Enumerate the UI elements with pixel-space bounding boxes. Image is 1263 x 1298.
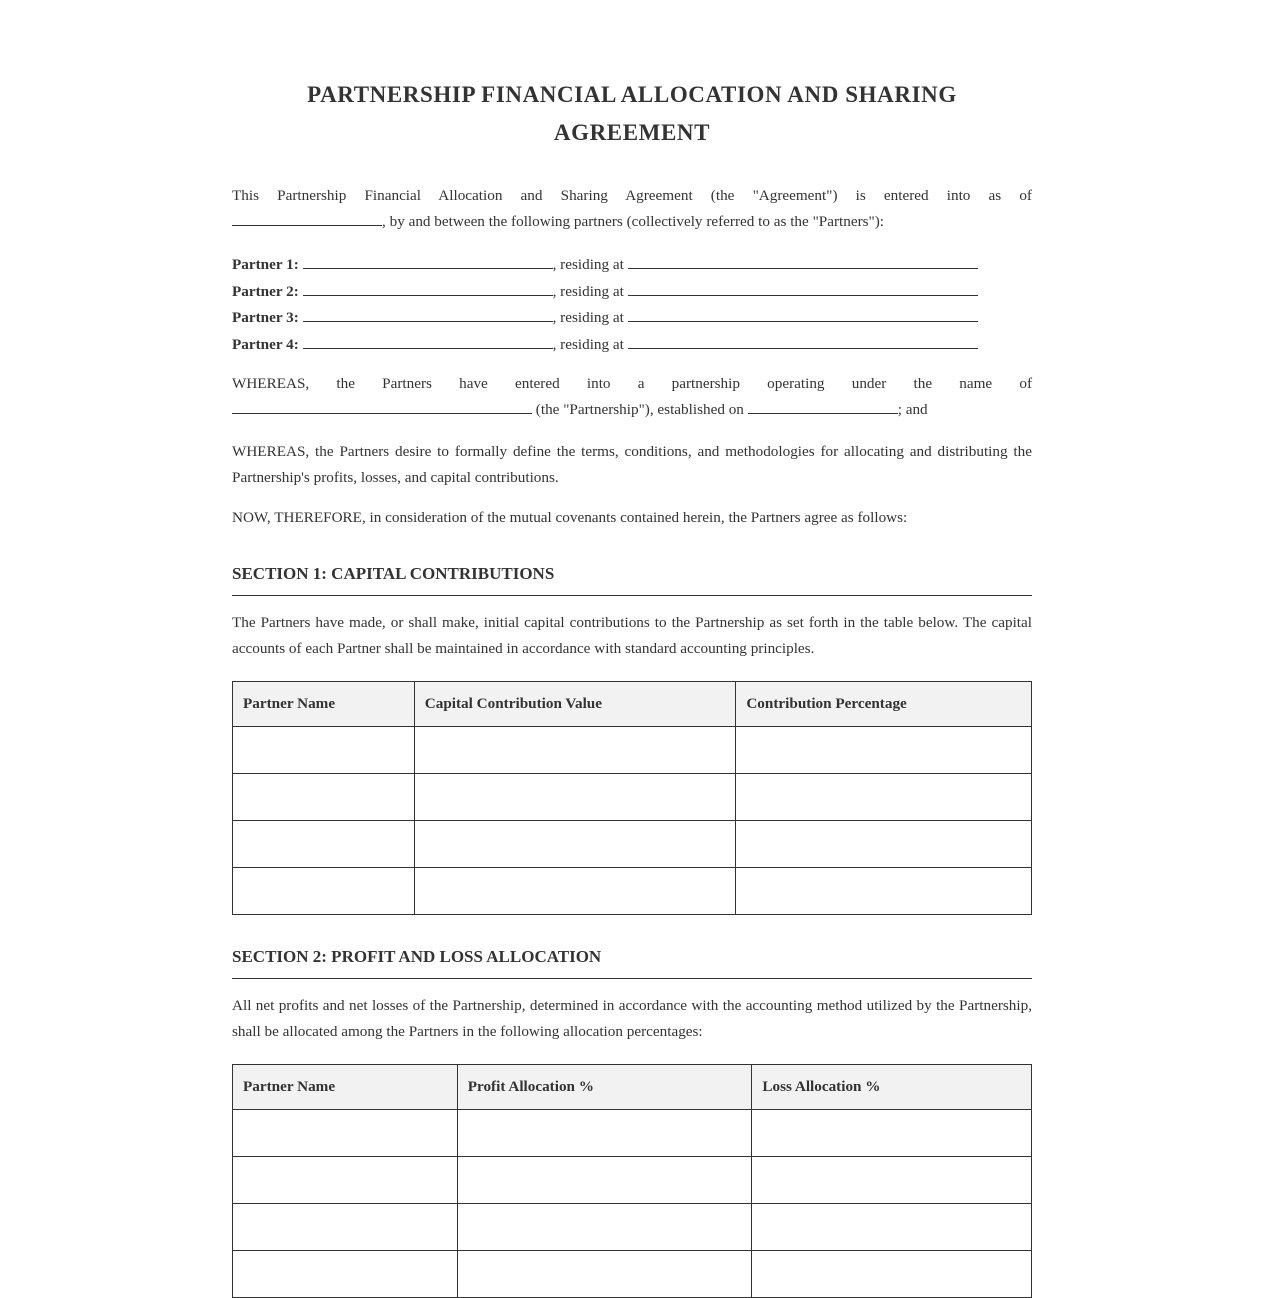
- intro-line-2-text: , by and between the following partners (collectively referred to as the "Partners"):: [382, 213, 885, 230]
- profit-loss-allocation-table: [232, 1064, 1032, 1298]
- table-cell[interactable]: [414, 774, 736, 821]
- table-cell[interactable]: [233, 1157, 458, 1204]
- whereas-1-part-3: ; and: [897, 401, 928, 418]
- partner-2-name-blank[interactable]: [303, 281, 553, 296]
- partner-1-residing: , residing at: [552, 256, 624, 273]
- table-row: [233, 868, 1032, 915]
- partner-3-address-blank[interactable]: [628, 307, 978, 322]
- table-cell[interactable]: [457, 1157, 752, 1204]
- date-blank[interactable]: [232, 211, 382, 226]
- partner-3-label: Partner 3:: [232, 309, 299, 326]
- partner-1-line: [232, 254, 978, 275]
- table-row: [233, 1204, 1032, 1251]
- table-cell[interactable]: [233, 821, 415, 868]
- partner-3-name-blank[interactable]: [303, 307, 553, 322]
- table-cell[interactable]: [457, 1204, 752, 1251]
- table-cell[interactable]: [233, 774, 415, 821]
- table-cell[interactable]: [736, 821, 1032, 868]
- partner-3-residing: , residing at: [552, 309, 624, 326]
- column-header-profit-allocation: Profit Allocation %: [457, 1065, 752, 1110]
- partner-1-address-blank[interactable]: [628, 254, 978, 269]
- table-cell[interactable]: [457, 1110, 752, 1157]
- partner-4-label: Partner 4:: [232, 336, 299, 353]
- title-line-1: PARTNERSHIP FINANCIAL ALLOCATION AND SHARING: [307, 82, 957, 107]
- whereas-1-part-2: (the "Partnership"), established on: [532, 401, 748, 418]
- table-row: [233, 1110, 1032, 1157]
- partner-1-name-blank[interactable]: [303, 254, 553, 269]
- whereas-1-paragraph: [232, 371, 1032, 423]
- column-header-partner-name: Partner Name: [233, 682, 415, 727]
- table-row: [233, 821, 1032, 868]
- table-cell[interactable]: [233, 1110, 458, 1157]
- table-row: [233, 727, 1032, 774]
- intro-line-2: [232, 209, 1032, 235]
- table-cell[interactable]: [233, 1251, 458, 1298]
- table-cell[interactable]: [233, 1204, 458, 1251]
- table-cell[interactable]: [736, 774, 1032, 821]
- table-cell[interactable]: [752, 1251, 1032, 1298]
- now-therefore-paragraph: NOW, THEREFORE, in consideration of the mutual covenants contained herein, the Partners agree as follows:: [232, 509, 908, 526]
- table-cell[interactable]: [233, 868, 415, 915]
- table-cell[interactable]: [414, 727, 736, 774]
- partner-4-residing: , residing at: [552, 336, 624, 353]
- table-cell[interactable]: [736, 868, 1032, 915]
- section-2-text: All net profits and net losses of the Partnership, determined in accordance with the accounting method utilized by the Partnership, shall be allocated among the Partners in the following allocation percentages:: [232, 997, 1032, 1040]
- partnership-name-blank[interactable]: [232, 399, 532, 414]
- column-header-partner-name: Partner Name: [233, 1065, 458, 1110]
- column-header-capital-value: Capital Contribution Value: [414, 682, 736, 727]
- section-1-heading: SECTION 1: CAPITAL CONTRIBUTIONS: [232, 563, 1032, 596]
- table-header-row: [233, 682, 1032, 727]
- table-cell[interactable]: [414, 821, 736, 868]
- table-row: [233, 1251, 1032, 1298]
- partner-4-line: [232, 334, 978, 355]
- table-cell[interactable]: [457, 1251, 752, 1298]
- partner-3-line: [232, 307, 978, 328]
- partner-2-address-blank[interactable]: [628, 281, 978, 296]
- column-header-loss-allocation: Loss Allocation %: [752, 1065, 1032, 1110]
- table-cell[interactable]: [752, 1204, 1032, 1251]
- capital-contributions-table: [232, 681, 1032, 915]
- partner-2-line: [232, 281, 978, 302]
- table-row: [233, 774, 1032, 821]
- table-cell[interactable]: [233, 727, 415, 774]
- section-1-text: The Partners have made, or shall make, initial capital contributions to the Partnership as set forth in the table below. The capital accounts of each Partner shall be maintained in accordance with standard accounting principles.: [232, 614, 1032, 657]
- whereas-1-line-2: [232, 397, 1032, 423]
- table-header-row: [233, 1065, 1032, 1110]
- whereas-2-paragraph: WHEREAS, the Partners desire to formally define the terms, conditions, and methodologies for allocating and distributing the Partnership's profits, losses, and capital contributions.: [232, 443, 1032, 486]
- table-cell[interactable]: [736, 727, 1032, 774]
- title-line-2: AGREEMENT: [553, 120, 711, 145]
- partner-1-label: Partner 1:: [232, 256, 299, 273]
- intro-paragraph: [232, 183, 1032, 235]
- intro-line-1: This Partnership Financial Allocation and Sharing Agreement (the "Agreement") is entered into as of: [232, 187, 1032, 204]
- section-2-heading: SECTION 2: PROFIT AND LOSS ALLOCATION: [232, 946, 1032, 979]
- whereas-1-line-1: WHEREAS, the Partners have entered into a partnership operating under the name of: [232, 375, 1032, 392]
- established-date-blank[interactable]: [748, 399, 898, 414]
- partner-2-residing: , residing at: [552, 283, 624, 300]
- partner-4-address-blank[interactable]: [628, 334, 978, 349]
- table-cell[interactable]: [752, 1157, 1032, 1204]
- table-cell[interactable]: [752, 1110, 1032, 1157]
- partner-2-label: Partner 2:: [232, 283, 299, 300]
- document-title: [232, 76, 1032, 152]
- table-cell[interactable]: [414, 868, 736, 915]
- partner-4-name-blank[interactable]: [303, 334, 553, 349]
- column-header-contribution-percentage: Contribution Percentage: [736, 682, 1032, 727]
- table-row: [233, 1157, 1032, 1204]
